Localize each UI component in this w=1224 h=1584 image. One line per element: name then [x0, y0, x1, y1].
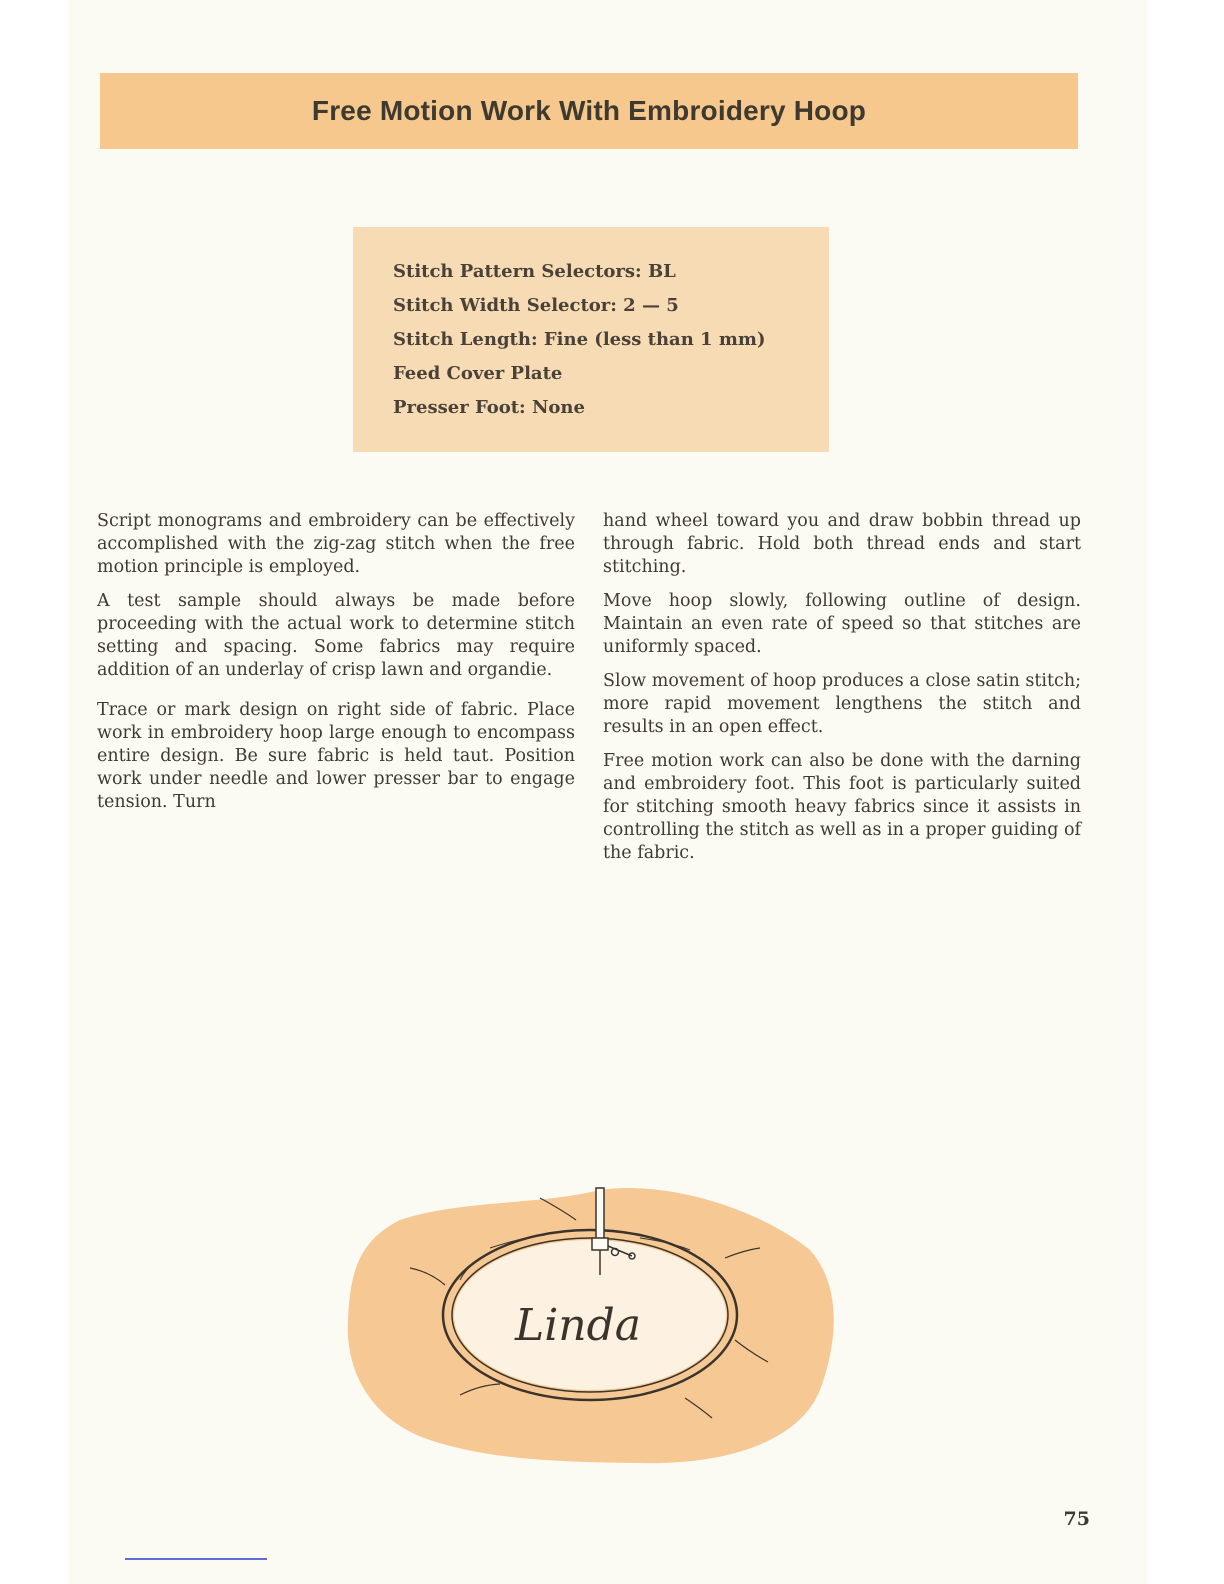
page-title: Free Motion Work With Embroidery Hoop	[311, 95, 867, 126]
paragraph: Slow movement of hoop produces a close satin stitch; more rapid movement lengthens the stitch and results in an open effect.	[603, 671, 1081, 737]
settings-box	[353, 227, 829, 452]
title-banner	[100, 73, 1078, 149]
hoop-svg	[340, 1180, 840, 1470]
embroidery-hoop-illustration	[340, 1180, 840, 1470]
paragraph: A test sample should always be made before proceeding with the actual work to determine stitch setting and spacing. Some fabrics may require addition of an underlay of crisp lawn and organdie.	[97, 591, 575, 680]
paragraph: Free motion work can also be done with the darning and embroidery foot. This foot is particularly suited for stitching smooth heavy fabrics since it assists in controlling the stitch as well as in a proper guiding of the fabric.	[603, 751, 1081, 863]
footer-line	[125, 1558, 267, 1560]
script-monogram: Linda	[515, 1300, 642, 1351]
paragraph: Trace or mark design on right side of fabric. Place work in embroidery hoop large enough to encompass entire design. Be sure fabric is held taut. Position work under needle and lower presser bar to engage tension. Turn	[97, 700, 575, 812]
paragraph: hand wheel toward you and draw bobbin thread up through fabric. Hold both thread ends and start stitching.	[603, 511, 1081, 577]
setting-stitch-length: Stitch Length: Fine (less than 1 mm)	[393, 329, 766, 350]
setting-stitch-pattern: Stitch Pattern Selectors: BL	[393, 261, 676, 282]
paragraph: Script monograms and embroidery can be effectively accomplished with the zig-zag stitch when the free motion principle is employed.	[97, 511, 575, 577]
setting-stitch-width: Stitch Width Selector: 2 — 5	[393, 295, 679, 316]
right-column	[603, 510, 1081, 876]
left-column	[97, 510, 575, 825]
paragraph: Move hoop slowly, following outline of design. Maintain an even rate of speed so that stitches are uniformly spaced.	[603, 591, 1081, 657]
page-number: 75	[1063, 1508, 1090, 1530]
setting-feed-cover-plate: Feed Cover Plate	[393, 363, 563, 384]
setting-presser-foot: Presser Foot: None	[393, 397, 585, 418]
